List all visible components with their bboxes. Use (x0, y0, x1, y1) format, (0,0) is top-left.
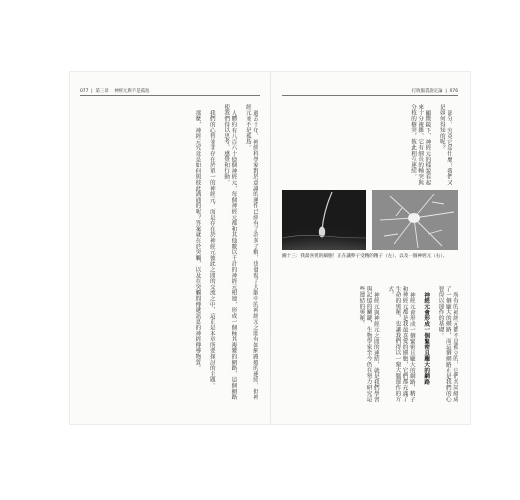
right-paragraph: 所有的神經元都不是孤立的，它們共同組成了一個龐大的網路，而這個網路正是我們的心智得以運作的基礎。 (437, 286, 458, 402)
right-paragraph: 神經元與神經元之間的連結，就是我們學習與記憶的關鍵，生物學家至今仍在努力研究這些連結的奧秘。 (358, 286, 379, 402)
sperm-egg-micrograph-icon (282, 190, 366, 250)
book-gutter (270, 72, 271, 424)
left-page-body (82, 104, 258, 404)
left-paragraph: 過去十年，神經科學家對於意識的運作已經有了許多了解，也發現了大腦中的神經元之間有如網路般的連結，但神經元並不是孤島。 (244, 104, 258, 400)
right-running-title: 打敗腦袋說定論 (411, 89, 443, 94)
neuron-micrograph-icon (372, 190, 458, 250)
right-header-rule (282, 95, 458, 96)
left-page-number: 077 (80, 89, 89, 94)
right-paragraph: 神經元會形成一個緊密且龐大的網路，精子和神經元都是我最喜愛的細胞，它們都充滿了生命的奧秘，也讓我們得以一窺大腦運作的方式。 (387, 286, 415, 402)
right-paragraph: 部分，究竟它是什麼？我們又是如何得知的呢？ (438, 104, 452, 185)
right-page-body-bottom (282, 286, 458, 406)
left-chapter-label: 第三章 (95, 89, 109, 94)
sperm-fertilizing-egg-photo (282, 190, 366, 250)
bold-phrase: 神經元會形成一個緊密且龐大的網路 (423, 291, 430, 385)
book-spread (70, 72, 470, 424)
left-paragraph: 那麼，神經元究竟是如何與彼此溝通的呢？答案就在於突觸，以及在突觸間傳遞訊息的神經傳導物質。 (194, 109, 201, 371)
right-page-number: 076 (449, 89, 458, 94)
right-paragraph: 顯微鏡下，神經元的樣貌看起來十分複雜，它有細長的軸突與分枝的樹突，彼此相互連結。 (410, 104, 431, 186)
right-page-body-top (302, 104, 452, 190)
neuron-photo (372, 190, 458, 250)
figure-caption: 圖十三：我最喜愛的細胞！正在讓卵子受精的精子（左），以及一個神經元（右）。 (282, 254, 448, 259)
right-page-header: 打敗腦袋說定論 | 076 (411, 89, 458, 94)
left-paragraph: 我們的心智並非存在於單一的神經元，而是存在於神經元彼此之間的交流之中，這正是本章所要探討的主題。 (208, 109, 215, 388)
right-paragraph (422, 286, 429, 406)
left-page-header: 077 | 第三章 神經元與不是孤島 (80, 89, 150, 94)
left-header-rule (80, 95, 260, 96)
left-running-title: 神經元與不是孤島 (114, 89, 150, 94)
figure-thirteen (282, 190, 458, 274)
left-paragraph: 人體約有八百六十億個神經元，每個神經元都和其他數以千計的神經元相連，形成一個極其複雜的網路，這個網路使我們得以思考、感覺和行動。 (223, 104, 237, 400)
